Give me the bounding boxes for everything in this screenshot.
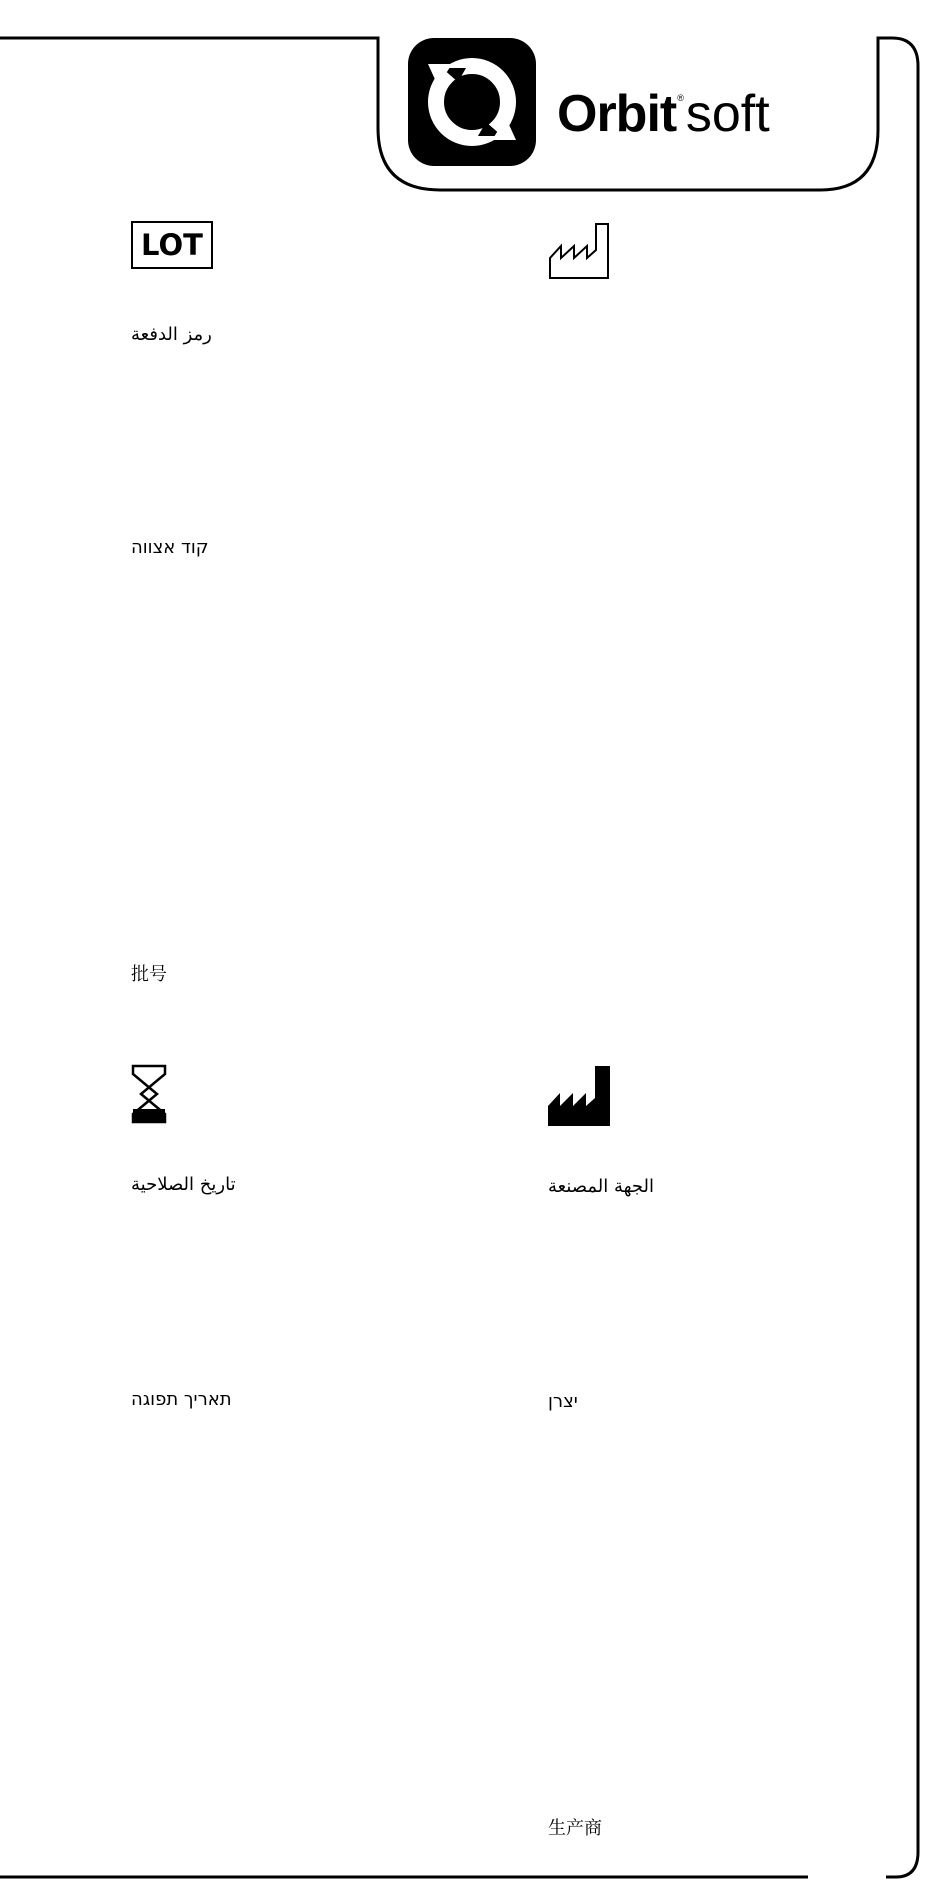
lot-label-hebrew: קוד אצווה xyxy=(131,537,209,558)
expiry-label-hebrew: תאריך תפוגה xyxy=(131,1389,232,1410)
manufacturer-label-chinese: 生产商 xyxy=(548,1818,602,1839)
factory-outline-icon xyxy=(548,222,610,280)
orbitsoft-logo-mark xyxy=(408,38,536,166)
logo-name-light: soft xyxy=(685,85,770,143)
manufacturer-label-arabic: الجهة المصنعة xyxy=(548,1176,655,1197)
lot-icon-text: LOT xyxy=(141,228,203,262)
manufacturer-label-hebrew: יצרן xyxy=(548,1391,578,1412)
lot-label-arabic: رمز الدفعة xyxy=(131,324,212,345)
logo-name-bold: Orbit xyxy=(557,85,677,143)
lot-label-chinese: 批号 xyxy=(131,964,167,985)
registered-mark: ® xyxy=(677,93,684,103)
factory-filled-icon xyxy=(548,1066,610,1126)
expiry-label-arabic: تاريخ الصلاحية xyxy=(131,1174,236,1195)
orbitsoft-logo-text xyxy=(557,68,770,144)
lot-icon xyxy=(131,221,213,269)
hourglass-icon xyxy=(131,1064,167,1124)
